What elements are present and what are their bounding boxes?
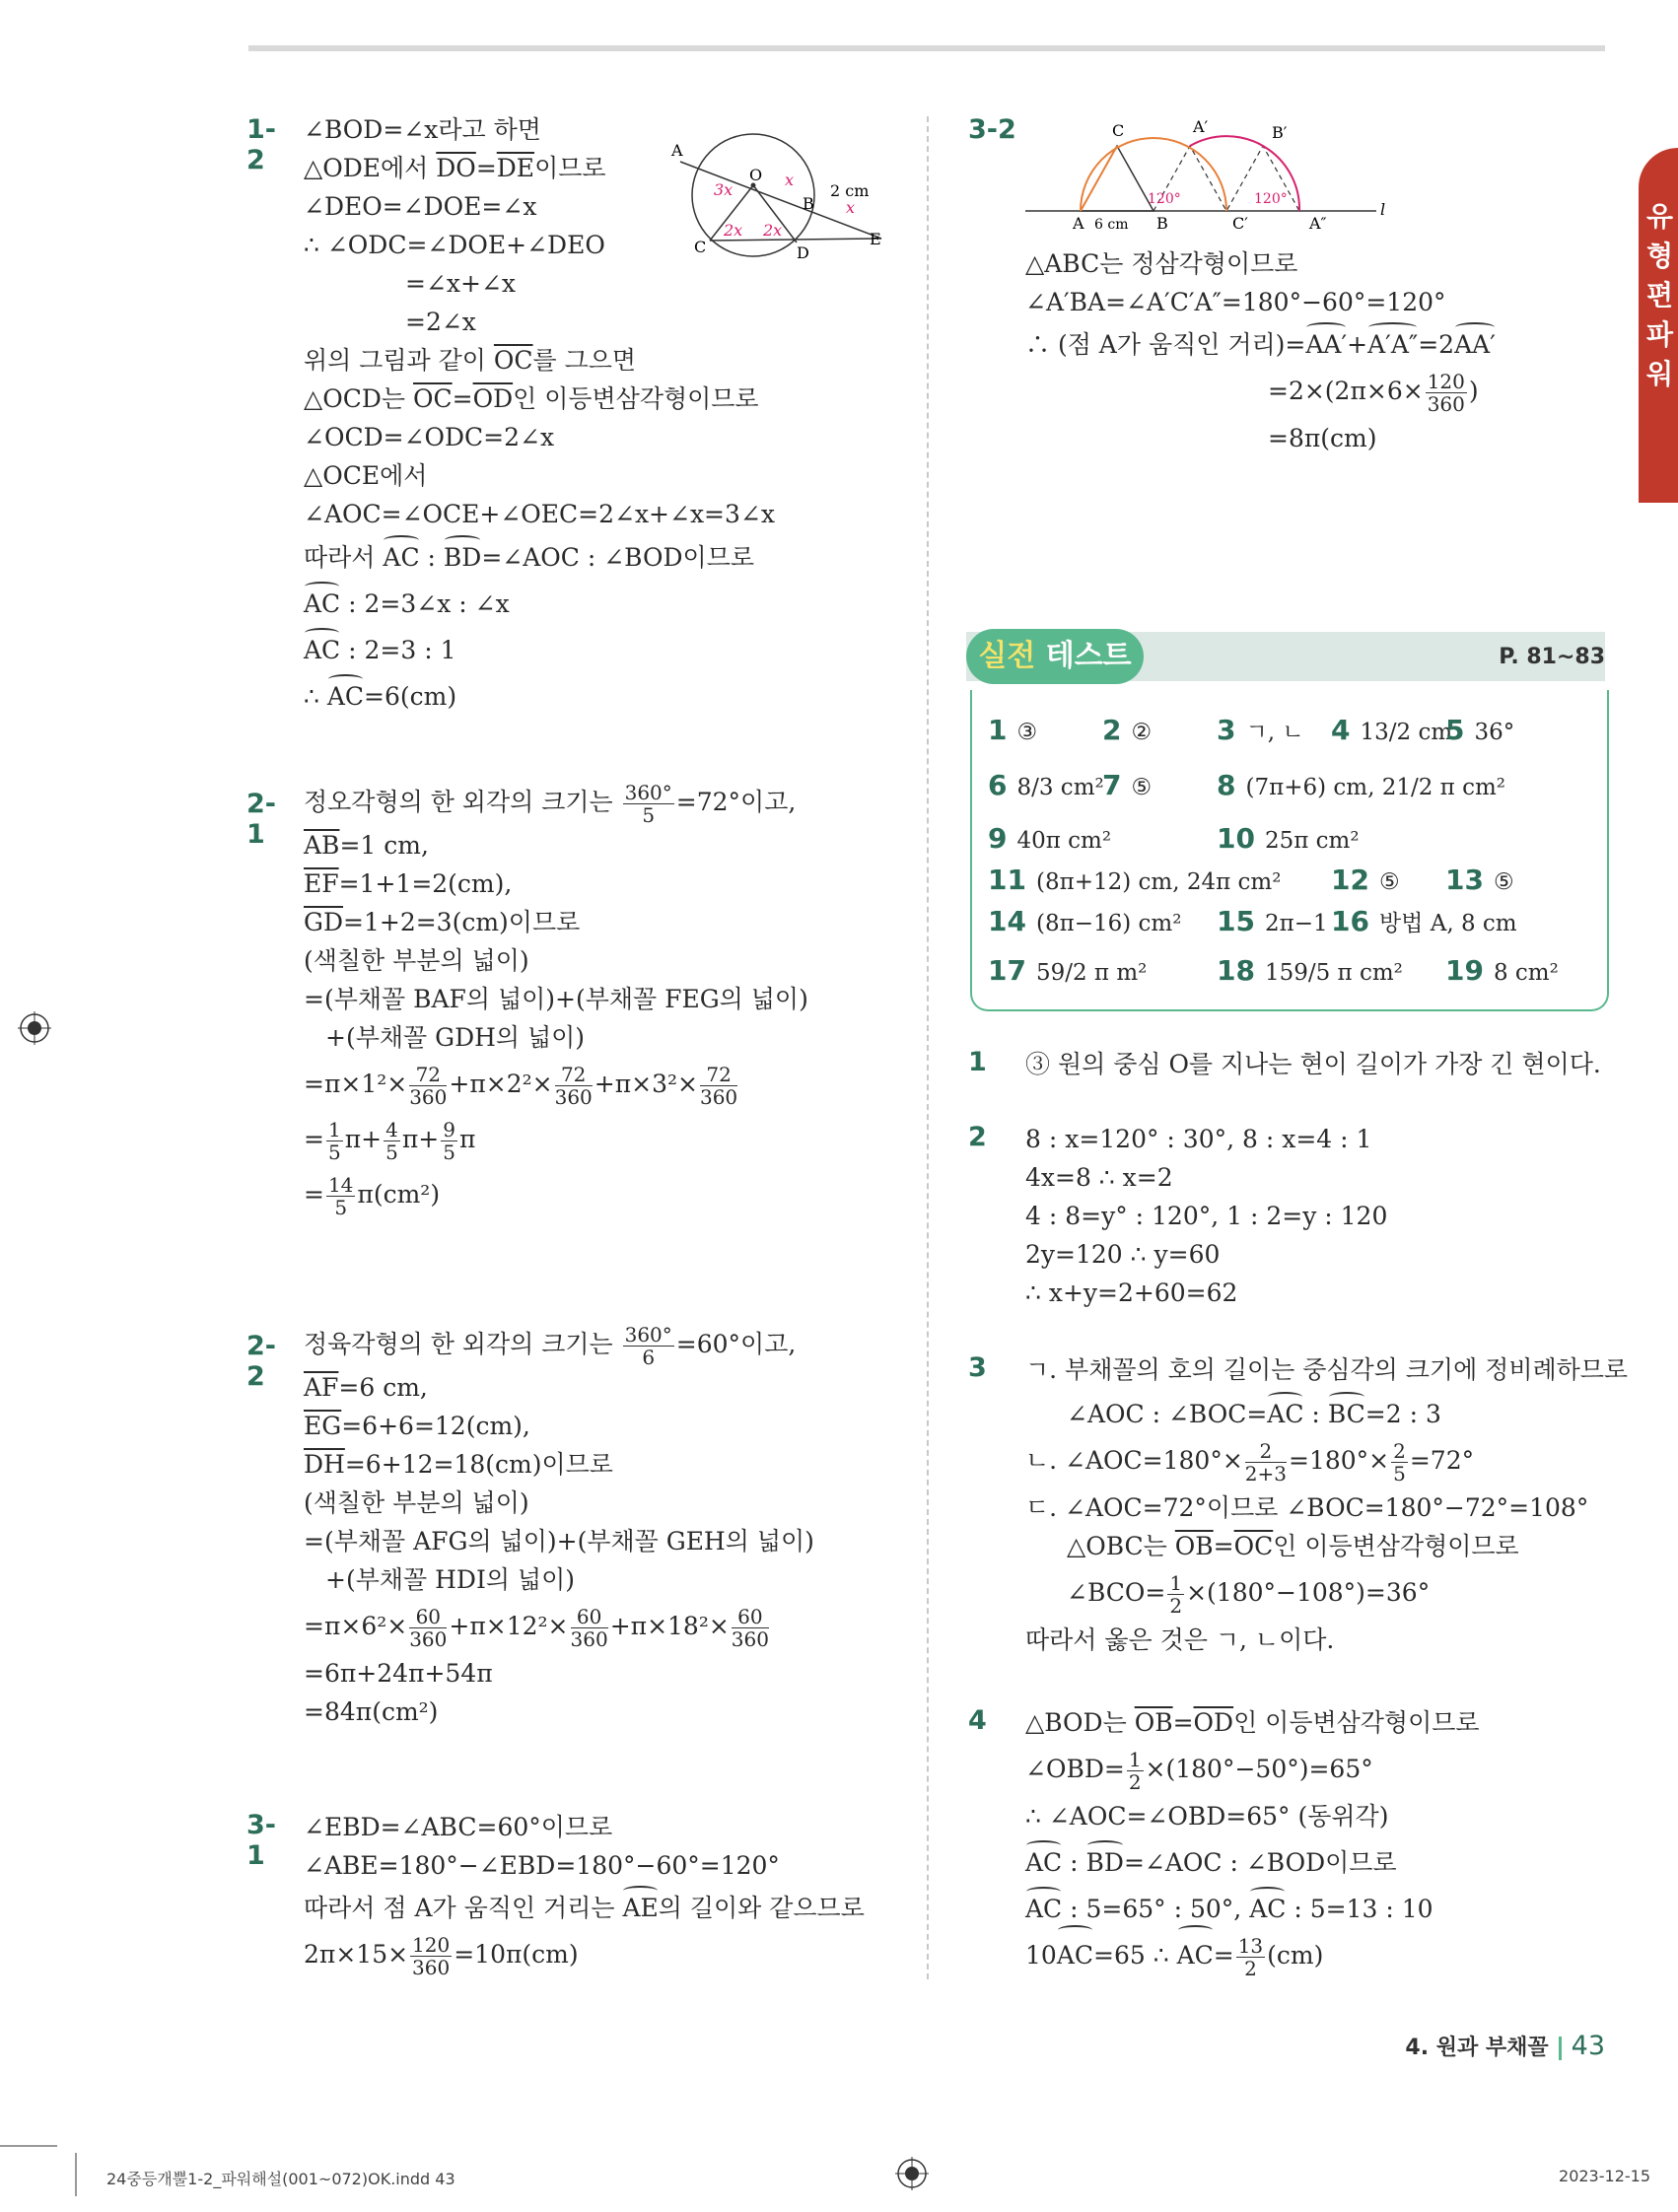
solution-number-2: 2 — [968, 1122, 987, 1152]
angle-x2: x — [846, 198, 856, 217]
registration-mark-icon — [895, 2157, 929, 2190]
answer-1: 1 ③ — [988, 714, 1038, 746]
line: ∠AOC=∠OCE+∠OEC=2∠x+∠x=3∠x — [304, 500, 775, 528]
line: 10AC=65 ∴ AC= $\frac{13}{2}$ (cm) — [1025, 1928, 1480, 1983]
line: (색칠한 부분의 넓이) — [304, 1488, 529, 1517]
line: ∠DEO=∠DOE=∠x — [304, 192, 537, 221]
angle-2x-c: 2x — [724, 221, 743, 240]
label-a: A — [1073, 214, 1084, 233]
answer-5: 5 36° — [1445, 714, 1515, 746]
line: =2∠x — [405, 308, 476, 336]
line: ∴ ∠ODC=∠DOE+∠DEO — [304, 231, 605, 259]
solution-3-2 — [1025, 244, 1496, 457]
crop-mark — [75, 2153, 77, 2196]
solution-number-4: 4 — [968, 1705, 987, 1736]
line: =84π(cm²) — [304, 1697, 439, 1726]
rolling-triangle-figure — [1021, 116, 1396, 239]
answer-15: 15 2π−1 — [1217, 905, 1328, 937]
answer-10: 10 25π cm² — [1217, 822, 1360, 855]
line: =8π(cm) — [1268, 424, 1377, 452]
line: 위의 그림과 같이 $\overline{OC}$를 그으면 — [304, 346, 637, 375]
line: 정오각형의 한 외각의 크기는 $\frac{360^\circ}{5}$ =72°이고, — [304, 781, 797, 827]
label-o: O — [749, 166, 763, 184]
answer-19: 19 8 cm² — [1445, 954, 1559, 987]
label-c1: C′ — [1232, 214, 1248, 233]
circle — [692, 134, 814, 256]
line: ∠AOC : ∠BOC=AC : BC=2 : 3 — [1025, 1395, 1628, 1433]
solution-4 — [1025, 1703, 1480, 1983]
line: $\overline{GD}=1+2=3(cm)$이므로 — [304, 908, 581, 936]
label-b1: B′ — [1272, 123, 1288, 142]
solution-number-3: 3 — [968, 1352, 987, 1383]
answer-13: 13 ⑤ — [1445, 864, 1514, 896]
answer-4: 4 13/2 cm — [1331, 714, 1453, 746]
line: ∴ ∠AOC=∠OBD=65° (동위각) — [1025, 1802, 1389, 1831]
line: =2×(2π×6× $\frac{120}{360}$ ) — [1268, 370, 1479, 416]
problem-number: 2-2 — [246, 1331, 276, 1392]
circle-figure — [666, 134, 893, 264]
edge-ac — [1081, 146, 1117, 211]
page-number: 43 — [1571, 2031, 1605, 2061]
answer-14: 14 (8π−16) cm² — [988, 905, 1182, 937]
label-c: C — [1112, 121, 1125, 140]
line: =(부채꼴 BAF의 넓이)+(부채꼴 FEG의 넓이) — [304, 985, 808, 1013]
triangle-abc — [1081, 146, 1154, 211]
line: ∴ x+y=2+60=62 — [1025, 1279, 1238, 1307]
label-b: B — [803, 194, 814, 213]
line: △OBC는 $\overline{OB}=\overline{OC}$인 이등변삼각형이므로 — [1067, 1532, 1519, 1560]
line: ∠ABE=180°−∠EBD=180°−60°=120° — [304, 1851, 780, 1880]
line: $\overline{AB}=1$ cm, — [304, 831, 429, 860]
line: 4x=8 ∴ x=2 — [1025, 1163, 1173, 1192]
line: =∠x+∠x — [405, 269, 516, 298]
length-6cm: 6 cm — [1094, 217, 1129, 233]
label-a: A — [671, 141, 683, 160]
crop-mark — [0, 2145, 57, 2147]
answer-16: 16 방법 A, 8 cm — [1331, 905, 1517, 937]
line: 2π×15× $\frac{120}{360}$ =10π(cm) — [304, 1933, 579, 1979]
line: △OCD는 $\overline{OC}=\overline{OD}$인 이등변삼각형이므로 — [304, 384, 759, 413]
line: AC : 2=3 : 1 — [304, 631, 775, 669]
line: $\overline{EG}=6+6=12(cm)$, — [304, 1412, 530, 1440]
chapter-footer: 4. 원과 부채꼴 43 — [1405, 2031, 1605, 2061]
line: ∠BOD=∠x라고 하면 — [304, 115, 541, 144]
problem-number: 2-1 — [246, 789, 276, 850]
line: +(부채꼴 HDI의 넓이) — [325, 1565, 575, 1594]
angle-120-b: 120° — [1148, 191, 1181, 207]
line: $\overline{EF}=1+1=2(cm)$, — [304, 869, 513, 898]
line: 따라서 AC : BD=∠AOC : ∠BOD이므로 — [304, 538, 775, 577]
label-e: E — [870, 230, 881, 248]
length-2cm: 2 cm — [830, 181, 870, 200]
line: △BOD는 $\overline{OB}=\overline{OD}$인 이등변삼각형이므로 — [1025, 1708, 1480, 1737]
solution-number-1: 1 — [968, 1047, 987, 1077]
answer-18: 18 159/5 π cm² — [1217, 954, 1403, 987]
label-b: B — [1156, 214, 1168, 233]
answer-8: 8 (7π+6) cm, 21/2 π cm² — [1217, 769, 1506, 801]
line: ㄴ. ∠AOC=180°× $\frac{2}{2+3}$ =180°× $\frac{2}{5}$ =72° — [1025, 1439, 1475, 1486]
line: =π×1²× $\frac{72}{360}$ +π×2²× $\frac{72}{360}$ +π×3²× $\frac{72}{360}$ — [304, 1063, 738, 1109]
answer-2: 2 ② — [1102, 714, 1153, 746]
label-a2: A″ — [1309, 214, 1327, 233]
solution-2 — [1025, 1120, 1387, 1312]
line: =π×6²× $\frac{60}{360}$ +π×12²× $\frac{60}{360}$ +π×18²× $\frac{60}{360}$ — [304, 1605, 769, 1651]
label-l: l — [1380, 200, 1386, 219]
line: AC : BD=∠AOC : ∠BOD이므로 — [1025, 1843, 1480, 1882]
file-name: 24중등개뿔1-2_파워해설(001~072)OK.indd 43 — [106, 2170, 455, 2188]
problem-number: 3-1 — [246, 1810, 276, 1871]
line: 정육각형의 한 외각의 크기는 $\frac{360^\circ}{6}$ =60°이고, — [304, 1323, 797, 1369]
line: △ODE에서 $\overline{DO}=\overline{DE}$이므로 — [304, 154, 606, 182]
line: 8 : x=120° : 30°, 8 : x=4 : 1 — [1025, 1125, 1372, 1153]
line: ㄷ. ∠AOC=72°이므로 ∠BOC=180°−72°=108° — [1025, 1493, 1589, 1522]
registration-mark-icon — [18, 1011, 51, 1045]
answer-9: 9 40π cm² — [988, 822, 1112, 855]
line: 따라서 옳은 것은 ㄱ, ㄴ이다. — [1025, 1625, 1335, 1654]
answer-17: 17 59/2 π m² — [988, 954, 1148, 987]
line: $\overline{AF}=6$ cm, — [304, 1373, 428, 1402]
label-d: D — [797, 243, 809, 262]
line: ∠OCD=∠ODC=2∠x — [304, 423, 555, 451]
line: ∠OBD= $\frac{1}{2}$ ×(180°−50°)=65° — [1025, 1748, 1373, 1794]
angle-3x: 3x — [714, 180, 734, 199]
page-reference: P. 81∼83 — [1499, 645, 1605, 669]
line: AC : 5=65° : 50°, AC : 5=13 : 10 — [1025, 1890, 1480, 1928]
line: AC : 2=3∠x : ∠x — [304, 585, 775, 623]
angle-2x-d: 2x — [763, 221, 783, 240]
line: ㄱ. 부채꼴의 호의 길이는 중심각의 크기에 정비례하므로 — [1025, 1355, 1629, 1384]
label-c: C — [694, 238, 707, 256]
test-title: 실전 테스트 — [966, 629, 1144, 684]
section-tab-label: 유형편 파워 — [1646, 200, 1674, 390]
answer-12: 12 ⑤ — [1331, 864, 1400, 896]
line: = $\frac{1}{5}$ π+ $\frac{4}{5}$ π+ $\frac{9}{5}$ π — [304, 1118, 476, 1164]
column-divider — [927, 116, 929, 1979]
line: △OCE에서 — [304, 461, 428, 490]
line: +(부채꼴 GDH의 넓이) — [325, 1023, 586, 1052]
problem-number: 1-2 — [246, 114, 276, 175]
line: 2y=120 ∴ y=60 — [1025, 1240, 1221, 1269]
line: 따라서 점 A가 움직인 거리는 AE의 길이와 같으므로 — [304, 1889, 865, 1927]
line: ∴ AC=6(cm) — [304, 677, 775, 716]
label-a1: A′ — [1193, 117, 1209, 136]
angle-120-c1: 120° — [1254, 191, 1288, 207]
line: △ABC는 정삼각형이므로 — [1025, 249, 1298, 278]
line: =(부채꼴 AFG의 넓이)+(부채꼴 GEH의 넓이) — [304, 1527, 814, 1555]
print-date: 2023-12-15 — [1559, 2167, 1650, 2185]
line: ∠EBD=∠ABC=60°이므로 — [304, 1813, 613, 1841]
line: ∴ (점 A가 움직인 거리)=AA′+A′A″=2AA′ — [1025, 325, 1496, 364]
angle-x1: x — [785, 171, 795, 189]
top-rule — [248, 45, 1605, 51]
answer-6: 6 8/3 cm² — [988, 769, 1104, 801]
answer-7: 7 ⑤ — [1102, 769, 1153, 801]
answer-11: 11 (8π+12) cm, 24π cm² — [988, 864, 1282, 896]
answer-3: 3 ㄱ, ㄴ — [1217, 714, 1304, 746]
line: = $\frac{14}{5}$ π(cm²) — [304, 1173, 441, 1219]
problem-number-3-2: 3-2 — [968, 114, 1016, 145]
line: ∠BCO= $\frac{1}{2}$ ×(180°−108°)=36° — [1067, 1571, 1431, 1618]
line: ∠A′BA=∠A′C′A″=180°−60°=120° — [1025, 288, 1446, 316]
line: 4 : 8=y° : 120°, 1 : 2=y : 120 — [1025, 1202, 1388, 1230]
line: ③ 원의 중심 O를 지나는 현이 길이가 가장 긴 현이다. — [1025, 1050, 1601, 1078]
line: =6π+24π+54π — [304, 1659, 493, 1688]
solution-1 — [1025, 1045, 1601, 1083]
line: (색칠한 부분의 넓이) — [304, 946, 529, 975]
line: $\overline{DH}=6+12=18(cm)$이므로 — [304, 1450, 613, 1479]
solution-3 — [1025, 1350, 1628, 1659]
